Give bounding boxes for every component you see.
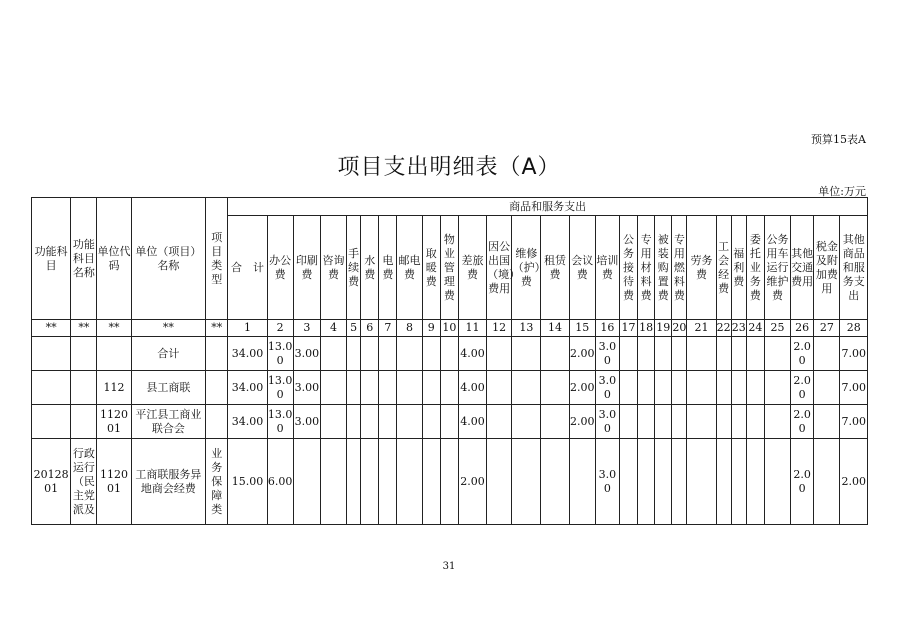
table-row xyxy=(32,337,868,371)
cell-value-25 xyxy=(764,371,790,405)
cell-func-code: 2012801 xyxy=(32,439,71,525)
header-col-19: 被装购置费 xyxy=(655,216,672,320)
cell-value-27 xyxy=(814,371,840,405)
header-col-3: 印刷费 xyxy=(293,216,320,320)
cell-value-14 xyxy=(541,371,569,405)
cell-value-13 xyxy=(512,337,541,371)
cell-unit-code xyxy=(97,337,131,371)
cell-unit-code: 112001 xyxy=(97,405,131,439)
header-col-28: 其他商品和服务支出 xyxy=(840,216,868,320)
index-number: 1 xyxy=(228,320,267,337)
index-number: 2 xyxy=(267,320,293,337)
cell-value-24 xyxy=(746,337,764,371)
cell-value-26: 2.00 xyxy=(791,439,814,525)
cell-value-21 xyxy=(687,405,716,439)
index-star: ** xyxy=(71,320,97,337)
cell-value-27 xyxy=(814,337,840,371)
cell-value-10 xyxy=(440,439,458,525)
index-number: 20 xyxy=(672,320,687,337)
cell-value-12 xyxy=(487,405,512,439)
cell-value-2: 6.00 xyxy=(267,439,293,525)
cell-value-17 xyxy=(619,371,637,405)
cell-value-18 xyxy=(638,439,655,525)
cell-func-code xyxy=(32,371,71,405)
cell-value-10 xyxy=(440,405,458,439)
header-col-25: 公务用车运行维护费 xyxy=(764,216,790,320)
header-goods-services: 商品和服务支出 xyxy=(228,198,868,216)
cell-value-18 xyxy=(638,371,655,405)
cell-value-8 xyxy=(397,337,422,371)
cell-value-28: 7.00 xyxy=(840,405,868,439)
index-number: 7 xyxy=(379,320,397,337)
index-number: 13 xyxy=(512,320,541,337)
cell-value-8 xyxy=(397,439,422,525)
cell-value-18 xyxy=(638,337,655,371)
cell-value-1: 34.00 xyxy=(228,371,267,405)
cell-value-28: 7.00 xyxy=(840,371,868,405)
cell-value-12 xyxy=(487,371,512,405)
cell-value-20 xyxy=(672,405,687,439)
cell-value-4 xyxy=(320,405,346,439)
cell-value-8 xyxy=(397,371,422,405)
cell-value-28: 2.00 xyxy=(840,439,868,525)
cell-value-1: 34.00 xyxy=(228,337,267,371)
cell-value-5 xyxy=(347,439,361,525)
cell-value-19 xyxy=(655,405,672,439)
cell-value-13 xyxy=(512,405,541,439)
cell-value-5 xyxy=(347,405,361,439)
index-number: 5 xyxy=(347,320,361,337)
index-star: ** xyxy=(131,320,206,337)
cell-value-4 xyxy=(320,439,346,525)
index-number: 11 xyxy=(458,320,486,337)
cell-func-name xyxy=(71,337,97,371)
cell-value-23 xyxy=(731,439,746,525)
cell-value-19 xyxy=(655,371,672,405)
cell-value-28: 7.00 xyxy=(840,337,868,371)
header-col-2: 办公费 xyxy=(267,216,293,320)
expense-table xyxy=(31,197,868,525)
cell-value-7 xyxy=(379,371,397,405)
header-col-27: 税金及附加费用 xyxy=(814,216,840,320)
index-number: 8 xyxy=(397,320,422,337)
index-number: 18 xyxy=(638,320,655,337)
cell-value-6 xyxy=(361,405,379,439)
index-number: 4 xyxy=(320,320,346,337)
table-row xyxy=(32,439,868,525)
header-col-5: 手续费 xyxy=(347,216,361,320)
cell-value-15: 2.00 xyxy=(569,371,595,405)
index-star: ** xyxy=(97,320,131,337)
cell-value-26: 2.00 xyxy=(791,337,814,371)
cell-value-16: 3.00 xyxy=(595,337,619,371)
cell-func-name: 行政运行（民主党派及 xyxy=(71,439,97,525)
cell-value-20 xyxy=(672,439,687,525)
index-number: 19 xyxy=(655,320,672,337)
cell-value-14 xyxy=(541,405,569,439)
cell-value-23 xyxy=(731,371,746,405)
cell-unit-name: 平江县工商业联合会 xyxy=(131,405,206,439)
cell-value-26: 2.00 xyxy=(791,405,814,439)
header-col-1: 合 计 xyxy=(228,216,267,320)
cell-project-type xyxy=(206,405,228,439)
header-col-9: 取暖费 xyxy=(422,216,440,320)
cell-value-14 xyxy=(541,439,569,525)
cell-value-11: 4.00 xyxy=(458,405,486,439)
cell-value-3 xyxy=(293,439,320,525)
cell-value-23 xyxy=(731,405,746,439)
header-col-13: 维修（护）费 xyxy=(512,216,541,320)
index-star: ** xyxy=(206,320,228,337)
cell-func-name xyxy=(71,405,97,439)
cell-value-24 xyxy=(746,371,764,405)
index-number: 14 xyxy=(541,320,569,337)
cell-value-21 xyxy=(687,337,716,371)
cell-value-5 xyxy=(347,337,361,371)
header-col-17: 公务接待费 xyxy=(619,216,637,320)
header-col-20: 专用燃料费 xyxy=(672,216,687,320)
index-number: 12 xyxy=(487,320,512,337)
cell-value-25 xyxy=(764,439,790,525)
header-col-12: 因公出国（境）费用 xyxy=(487,216,512,320)
cell-value-7 xyxy=(379,405,397,439)
index-number: 23 xyxy=(731,320,746,337)
index-number: 22 xyxy=(716,320,731,337)
page-number: 31 xyxy=(442,561,456,572)
index-number: 6 xyxy=(361,320,379,337)
index-number: 21 xyxy=(687,320,716,337)
cell-value-10 xyxy=(440,371,458,405)
cell-value-21 xyxy=(687,439,716,525)
form-number: 预算15表A xyxy=(811,133,866,146)
cell-value-17 xyxy=(619,405,637,439)
cell-value-18 xyxy=(638,405,655,439)
cell-value-12 xyxy=(487,439,512,525)
header-col-18: 专用材料费 xyxy=(638,216,655,320)
cell-value-24 xyxy=(746,405,764,439)
cell-value-2: 13.00 xyxy=(267,405,293,439)
index-number: 3 xyxy=(293,320,320,337)
cell-value-22 xyxy=(716,371,731,405)
cell-unit-code: 112 xyxy=(97,371,131,405)
index-number: 10 xyxy=(440,320,458,337)
header-unit-name: 单位（项目）名称 xyxy=(131,198,206,320)
cell-value-11: 4.00 xyxy=(458,371,486,405)
cell-value-17 xyxy=(619,337,637,371)
index-number: 28 xyxy=(840,320,868,337)
table-row xyxy=(32,405,868,439)
header-col-24: 委托业务费 xyxy=(746,216,764,320)
cell-value-8 xyxy=(397,405,422,439)
header-col-8: 邮电费 xyxy=(397,216,422,320)
cell-value-9 xyxy=(422,405,440,439)
cell-value-7 xyxy=(379,337,397,371)
cell-value-19 xyxy=(655,439,672,525)
header-col-16: 培训费 xyxy=(595,216,619,320)
cell-value-16: 3.00 xyxy=(595,405,619,439)
cell-value-22 xyxy=(716,337,731,371)
cell-value-27 xyxy=(814,405,840,439)
cell-value-1: 34.00 xyxy=(228,405,267,439)
cell-value-9 xyxy=(422,337,440,371)
index-number: 15 xyxy=(569,320,595,337)
cell-project-type: 业务保障类 xyxy=(206,439,228,525)
cell-value-16: 3.00 xyxy=(595,371,619,405)
cell-value-20 xyxy=(672,371,687,405)
cell-value-17 xyxy=(619,439,637,525)
header-col-26: 其他交通费用 xyxy=(791,216,814,320)
index-star: ** xyxy=(32,320,71,337)
header-col-15: 会议费 xyxy=(569,216,595,320)
header-col-6: 水费 xyxy=(361,216,379,320)
header-unit-code: 单位代码 xyxy=(97,198,131,320)
index-number: 25 xyxy=(764,320,790,337)
cell-value-27 xyxy=(814,439,840,525)
cell-value-20 xyxy=(672,337,687,371)
cell-unit-name: 工商联服务异地商会经费 xyxy=(131,439,206,525)
cell-value-11: 4.00 xyxy=(458,337,486,371)
header-col-14: 租赁费 xyxy=(541,216,569,320)
table-row xyxy=(32,371,868,405)
header-func-name: 功能科目名称 xyxy=(71,198,97,320)
cell-value-22 xyxy=(716,439,731,525)
cell-value-4 xyxy=(320,371,346,405)
header-col-10: 物业管理费 xyxy=(440,216,458,320)
index-number: 9 xyxy=(422,320,440,337)
cell-value-7 xyxy=(379,439,397,525)
cell-value-13 xyxy=(512,439,541,525)
cell-value-13 xyxy=(512,371,541,405)
cell-unit-name: 合计 xyxy=(131,337,206,371)
cell-value-11: 2.00 xyxy=(458,439,486,525)
cell-value-16: 3.00 xyxy=(595,439,619,525)
header-col-22: 工会经费 xyxy=(716,216,731,320)
cell-value-3: 3.00 xyxy=(293,337,320,371)
cell-project-type xyxy=(206,371,228,405)
cell-value-3: 3.00 xyxy=(293,371,320,405)
cell-value-24 xyxy=(746,439,764,525)
header-col-4: 咨询费 xyxy=(320,216,346,320)
cell-value-15: 2.00 xyxy=(569,405,595,439)
header-func-code: 功能科目 xyxy=(32,198,71,320)
cell-value-3: 3.00 xyxy=(293,405,320,439)
cell-value-14 xyxy=(541,337,569,371)
cell-value-5 xyxy=(347,371,361,405)
cell-value-6 xyxy=(361,337,379,371)
cell-value-22 xyxy=(716,405,731,439)
header-col-7: 电费 xyxy=(379,216,397,320)
cell-value-9 xyxy=(422,439,440,525)
cell-value-25 xyxy=(764,337,790,371)
header-col-21: 劳务费 xyxy=(687,216,716,320)
cell-value-1: 15.00 xyxy=(228,439,267,525)
cell-value-21 xyxy=(687,371,716,405)
index-number: 16 xyxy=(595,320,619,337)
cell-value-19 xyxy=(655,337,672,371)
cell-value-6 xyxy=(361,371,379,405)
page-title: 项目支出明细表（A） xyxy=(337,155,561,180)
cell-value-12 xyxy=(487,337,512,371)
index-number: 17 xyxy=(619,320,637,337)
cell-unit-name: 县工商联 xyxy=(131,371,206,405)
header-col-11: 差旅费 xyxy=(458,216,486,320)
cell-func-code xyxy=(32,405,71,439)
cell-value-4 xyxy=(320,337,346,371)
cell-value-10 xyxy=(440,337,458,371)
cell-func-name xyxy=(71,371,97,405)
unit-label: 单位:万元 xyxy=(818,185,866,198)
header-project-type: 项目类型 xyxy=(206,198,228,320)
header-col-23: 福利费 xyxy=(731,216,746,320)
index-number: 26 xyxy=(791,320,814,337)
cell-value-23 xyxy=(731,337,746,371)
cell-value-26: 2.00 xyxy=(791,371,814,405)
cell-func-code xyxy=(32,337,71,371)
cell-value-15 xyxy=(569,439,595,525)
index-number: 27 xyxy=(814,320,840,337)
cell-value-25 xyxy=(764,405,790,439)
cell-value-9 xyxy=(422,371,440,405)
index-number: 24 xyxy=(746,320,764,337)
cell-project-type xyxy=(206,337,228,371)
cell-value-2: 13.00 xyxy=(267,337,293,371)
cell-value-6 xyxy=(361,439,379,525)
cell-unit-code: 112001 xyxy=(97,439,131,525)
cell-value-15: 2.00 xyxy=(569,337,595,371)
cell-value-2: 13.00 xyxy=(267,371,293,405)
